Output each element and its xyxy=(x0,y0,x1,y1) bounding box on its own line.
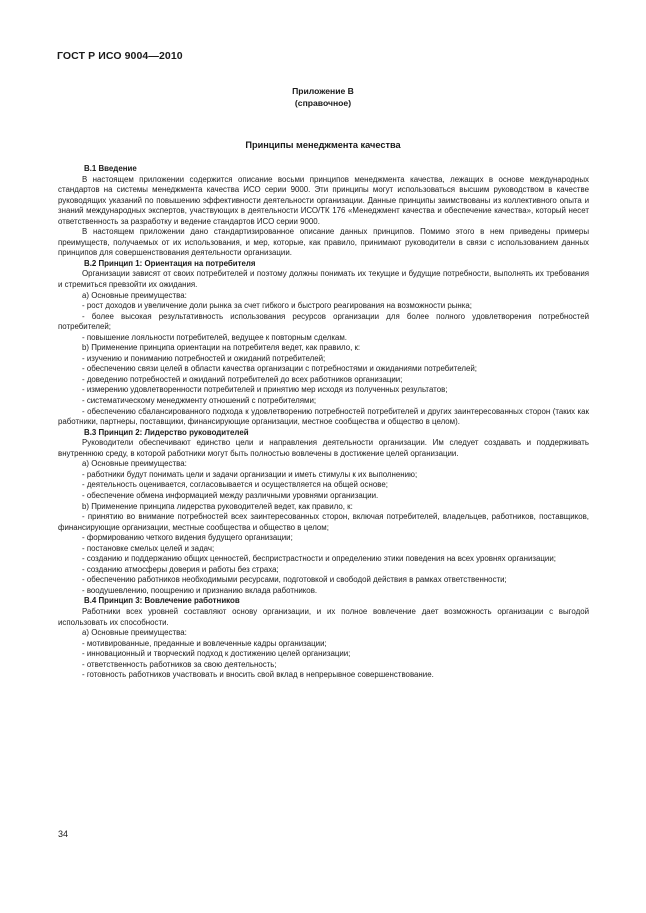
annex-title: Приложение В xyxy=(292,86,354,96)
paragraph: - обеспечению сбалансированного подхода к удовлетворению потребностей потребителей и других заинтересованных сторон (таких как работники, партнеры, поставщики, финансирующие организации, местное сообщества и общество в целом). xyxy=(58,406,589,427)
paragraph: Работники всех уровней составляют основу организации, и их полное вовлечение дает возможность организации с выгодой использовать их способности. xyxy=(58,606,589,627)
paragraph: b) Применение принципа лидерства руководителей ведет, как правило, к: xyxy=(82,501,353,511)
paragraph: a) Основные преимущества: xyxy=(82,290,187,300)
paragraph: - деятельность оценивается, согласовывается и осуществляется на общей основе; xyxy=(82,480,388,490)
paragraph: - инновационный и творческий подход к достижению целей организации; xyxy=(82,649,351,659)
annex-heading xyxy=(0,86,646,109)
paragraph: - обеспечению работников необходимыми ресурсами, подготовкой и свободой действия в рамках ответственности; xyxy=(82,575,507,585)
paragraph: - ответственность работников за свою деятельность; xyxy=(82,659,277,669)
paragraph: - более высокая результативность использования ресурсов организации для более полного удовлетворения потребностей потребителей; xyxy=(58,311,589,332)
paragraph: - формированию четкого видения будущего организации; xyxy=(82,533,293,543)
paragraph: - работники будут понимать цели и задачи организации и иметь стимулы к их выполнению; xyxy=(82,469,418,479)
paragraph: a) Основные преимущества: xyxy=(82,459,187,469)
paragraph: В настоящем приложении дано стандартизированное описание данных принципов. Помимо этого в нем приведены примеры преимуществ, получаемых от их использования, и мер, которые, как правило, принимают руководители в связи с использованием данных принципов для совершенствования деятельности организации. xyxy=(58,227,589,258)
paragraph: - постановке смелых целей и задач; xyxy=(82,543,215,553)
paragraph: - обеспечение обмена информацией между различными уровнями организации. xyxy=(82,490,379,500)
page-number: 34 xyxy=(58,829,69,839)
document-title: Принципы менеджмента качества xyxy=(245,140,401,150)
paragraph: - изучению и пониманию потребностей и ожиданий потребителей; xyxy=(82,353,326,363)
paragraph: - систематическому менеджменту отношений с потребителями; xyxy=(82,396,317,406)
section-heading: В.4 Принцип 3: Вовлечение работников xyxy=(84,596,240,606)
paragraph: - принятию во внимание потребностей всех заинтересованных сторон, включая потребителей, владельцев, работников, поставщиков, финансирующие организации, местные сообщества и общество в целом; xyxy=(58,512,589,532)
section-heading: В.1 Введение xyxy=(84,164,137,173)
section-heading: В.3 Принцип 2: Лидерство руководителей xyxy=(84,427,249,437)
paragraph: a) Основные преимущества: xyxy=(82,628,187,638)
paragraph: - измерению удовлетворенности потребителей и принятию мер исходя из полученных результатов; xyxy=(82,385,448,395)
paragraph: - воодушевлению, поощрению и признанию вклада работников. xyxy=(82,585,318,595)
paragraph: Организации зависят от своих потребителей и поэтому должны понимать их текущие и будущие потребности, выполнять их требования и стремиться превзойти их ожидания. xyxy=(58,269,589,290)
paragraph: В настоящем приложении содержится описание восьми принципов менеджмента качества, лежащих в основе международных стандартов на системы менеджмента качества ИСО серии 9000. Эти принципы могут использоваться высшим руководством в качестве руководящих указаний по повышению эффективности деятельности организации. Данные принципы заимствованы из коллективного опыта и знаний международных экспертов, участвующих в деятельности ИСО/ТК 176 «Менеджмент качества и обеспечение качества», который несет ответственность за разработку и ведение стандартов ИСО серии 9000. xyxy=(58,174,589,226)
paragraph: - рост доходов и увеличение доли рынка за счет гибкого и быстрого реагирования на возможности рынка; xyxy=(82,301,472,311)
paragraph: - повышение лояльности потребителей, ведущее к повторным сделкам. xyxy=(82,332,347,342)
paragraph: Руководители обеспечивают единство цели и направления деятельности организации. Им следует создавать и поддерживать внутреннюю среду, в которой работники могут быть полностью вовлечены в достижение целей организации. xyxy=(58,438,589,458)
paragraph: - мотивированные, преданные и вовлеченные кадры организации; xyxy=(82,638,327,648)
paragraph: - созданию и поддержанию общих ценностей, беспристрастности и определению этики поведения на всех уровнях организации; xyxy=(82,554,556,564)
paragraph: - обеспечению связи целей в области качества организации с потребностями и ожиданиями потребителей; xyxy=(82,364,477,374)
paragraph: - готовность работников участвовать и вносить свой вклад в непрерывное совершенствование. xyxy=(82,670,434,680)
paragraph: b) Применение принципа ориентации на потребителя ведет, как правило, к: xyxy=(82,343,361,353)
section-heading: В.2 Принцип 1: Ориентация на потребителя xyxy=(84,258,256,268)
annex-subtitle: (справочное) xyxy=(294,97,352,108)
document-body xyxy=(58,164,589,681)
paragraph: - доведению потребностей и ожиданий потребителей до всех работников организации; xyxy=(82,374,403,384)
paragraph: - созданию атмосферы доверия и работы без страха; xyxy=(82,564,279,574)
standard-designation: ГОСТ Р ИСО 9004—2010 xyxy=(57,50,183,62)
